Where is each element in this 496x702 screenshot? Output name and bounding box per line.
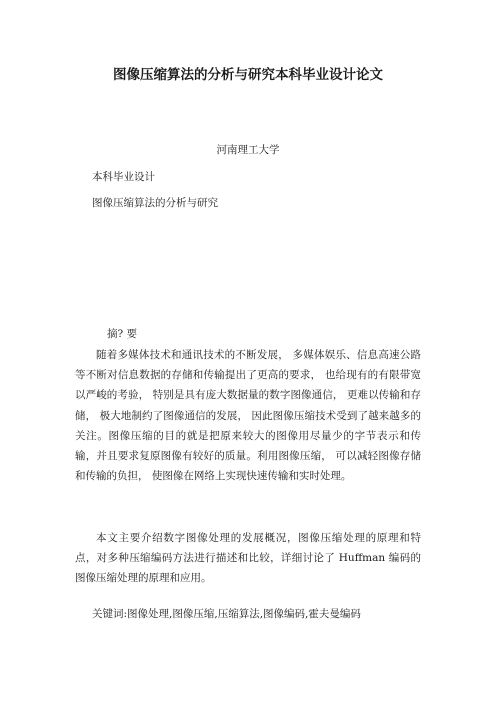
university-name: 河南理工大学 [216, 144, 280, 156]
abstract-paragraph: 随着多媒体技术和通讯技术的不断发展， 多媒体娱乐、信息高速公路等不断对信息数据的存储和传输提出了更高的要求， 也给现有的有限带宽以严峻的考验， 特别是具有庞大数据量的数字图像通信， 更难以传输和存储， 极大地制约了图像通信的发展， 因此图像压缩技术受到了越来越多的关注。图像压缩的目的就是把原来较大的图像用尽量少的字节表示和传输，并且要求复原图像有较好的质量。利用图像压缩， 可以减轻图像存储和传输的负担， 使图像在网络上实现快速传输和实时处理。 [75, 349, 421, 483]
document-title: 图像压缩算法的分析与研究本科毕业设计论文 [113, 67, 383, 83]
abstract-paragraph: 本文主要介绍数字图像处理的发展概况，图像压缩处理的原理和特点，对多种压缩编码方法进行描述和比较，详细讨论了 Huffman 编码的图像压缩处理的原理和应用。 [75, 532, 421, 585]
keywords-line: 关键词:图像处理,图像压缩,压缩算法,图像编码,霍夫曼编码 [92, 608, 361, 620]
degree-label: 本科毕业设计 [92, 171, 155, 183]
abstract-heading: 摘? 要 [107, 328, 137, 340]
thesis-subtitle: 图像压缩算法的分析与研究 [92, 197, 218, 209]
